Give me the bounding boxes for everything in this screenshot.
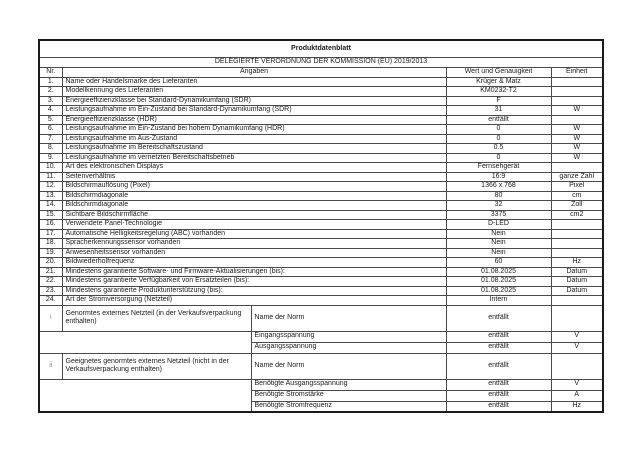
header-angaben: Angaben bbox=[62, 67, 446, 77]
row-wert: 80 bbox=[446, 191, 551, 201]
table-row bbox=[39, 277, 603, 287]
row-einheit: W bbox=[551, 144, 603, 154]
subrow-einheit: V bbox=[551, 379, 603, 390]
row-wert: 1366 x 768 bbox=[446, 182, 551, 192]
row-number: 1. bbox=[39, 77, 62, 87]
row-angaben: Anwesenheitssensor vorhanden bbox=[62, 248, 446, 258]
row-angaben: Modellkennung des Lieferanten bbox=[62, 87, 446, 97]
row-einheit bbox=[551, 220, 603, 230]
row-angaben: Spracherkennungssensor vorhanden bbox=[62, 239, 446, 249]
row-number: 7. bbox=[39, 134, 62, 144]
subtitle-row bbox=[39, 57, 603, 67]
section-ii-label: Geeignetes genormtes externes Netzteil (nicht in der Verkaufsverpackung enthalten) bbox=[62, 353, 251, 379]
table-row bbox=[39, 239, 603, 249]
subrow-einheit: V bbox=[551, 331, 603, 342]
row-wert: 0.5 bbox=[446, 144, 551, 154]
section-ii-number: ii bbox=[39, 353, 62, 379]
row-einheit bbox=[551, 229, 603, 239]
row-angaben: Verwendete Panel-Technologie bbox=[62, 220, 446, 230]
table-row bbox=[39, 286, 603, 296]
row-number: 4. bbox=[39, 106, 62, 116]
row-wert: Fernsehgerät bbox=[446, 163, 551, 173]
product-datasheet-table bbox=[38, 39, 604, 413]
row-einheit: Datum bbox=[551, 267, 603, 277]
row-number: 13. bbox=[39, 191, 62, 201]
row-einheit bbox=[551, 239, 603, 249]
row-number: 17. bbox=[39, 229, 62, 239]
subrow-angaben: Eingangsspannung bbox=[251, 331, 446, 342]
section-i-label: Genormtes externes Netzteil (in der Verkaufsverpackung enthalten) bbox=[62, 305, 251, 331]
table-row bbox=[39, 96, 603, 106]
section-i-norm-wert: entfällt bbox=[446, 305, 551, 331]
section-ii-norm-einheit bbox=[551, 353, 603, 379]
row-wert: Nein bbox=[446, 239, 551, 249]
column-header-row bbox=[39, 67, 603, 77]
row-einheit: Pixel bbox=[551, 182, 603, 192]
row-wert: D-LED bbox=[446, 220, 551, 230]
table-row bbox=[39, 153, 603, 163]
table-row bbox=[39, 267, 603, 277]
row-einheit bbox=[551, 163, 603, 173]
row-einheit: cm2 bbox=[551, 210, 603, 220]
table-row bbox=[39, 163, 603, 173]
table-row bbox=[39, 220, 603, 230]
row-angaben: Mindestens garantierte Software- und Firmware-Aktualisierungen (bis): bbox=[62, 267, 446, 277]
row-angaben: Sichtbare Bildschirmfläche bbox=[62, 210, 446, 220]
row-einheit bbox=[551, 296, 603, 306]
row-wert: 0 bbox=[446, 125, 551, 135]
row-angaben: Mindestens garantierte Verfügbarkeit von Ersatzteilen (bis): bbox=[62, 277, 446, 287]
section-i-norm-einheit bbox=[551, 305, 603, 331]
row-angaben: Leistungsaufnahme im Ein-Zustand bei Standard-Dynamikumfang (SDR) bbox=[62, 106, 446, 116]
section-external-psu-suitable bbox=[39, 353, 603, 412]
row-angaben: Leistungsaufnahme im Bereitschaftszustand bbox=[62, 144, 446, 154]
row-einheit bbox=[551, 115, 603, 125]
row-wert: F bbox=[446, 96, 551, 106]
row-einheit bbox=[551, 96, 603, 106]
row-angaben: Bildwiederholfrequenz bbox=[62, 258, 446, 268]
row-wert: 3375 bbox=[446, 210, 551, 220]
row-number: 11. bbox=[39, 172, 62, 182]
row-angaben: Bildschirmdiagonale bbox=[62, 191, 446, 201]
row-wert: Krüger & Matz bbox=[446, 77, 551, 87]
section-ii-norm-wert: entfällt bbox=[446, 353, 551, 379]
row-angaben: Leistungsaufnahme im vernetzten Bereitschaftsbetrieb bbox=[62, 153, 446, 163]
row-number: 9. bbox=[39, 153, 62, 163]
row-number: 24. bbox=[39, 296, 62, 306]
row-number: 12. bbox=[39, 182, 62, 192]
row-einheit: Hz bbox=[551, 258, 603, 268]
title-row bbox=[39, 40, 603, 57]
row-wert: 01.08.2025 bbox=[446, 267, 551, 277]
section-ii-norm-label: Name der Norm bbox=[251, 353, 446, 379]
header-einheit: Einheit bbox=[551, 67, 603, 77]
subrow-einheit: Hz bbox=[551, 401, 603, 412]
subrow-angaben: Benötigte Ausgangsspannung bbox=[251, 379, 446, 390]
row-einheit bbox=[551, 77, 603, 87]
row-einheit: cm bbox=[551, 191, 603, 201]
row-number: 2. bbox=[39, 87, 62, 97]
section-ii-subrow bbox=[39, 379, 603, 390]
table-row bbox=[39, 248, 603, 258]
row-wert: Nein bbox=[446, 229, 551, 239]
row-angaben: Bildschirmauflösung (Pixel) bbox=[62, 182, 446, 192]
row-angaben: Art der Stromversorgung (Netzteil) bbox=[62, 296, 446, 306]
subrow-wert: entfällt bbox=[446, 401, 551, 412]
row-einheit: W bbox=[551, 153, 603, 163]
subrow-angaben: Benötigte Stromstärke bbox=[251, 390, 446, 401]
row-number: 15. bbox=[39, 210, 62, 220]
row-angaben: Mindestens garantierte Produktunterstützung (bis): bbox=[62, 286, 446, 296]
row-wert: 32 bbox=[446, 201, 551, 211]
subrow-wert: entfällt bbox=[446, 390, 551, 401]
table-row bbox=[39, 125, 603, 135]
subrow-angaben: Ausgangsspannung bbox=[251, 342, 446, 353]
main-rows bbox=[39, 77, 603, 305]
row-number: 18. bbox=[39, 239, 62, 249]
row-number: 5. bbox=[39, 115, 62, 125]
row-einheit: Zoll bbox=[551, 201, 603, 211]
section-external-psu-included bbox=[39, 305, 603, 353]
row-angaben: Leistungsaufnahme im Aus-Zustand bbox=[62, 134, 446, 144]
row-wert: Intern bbox=[446, 296, 551, 306]
row-angaben: Energieeffizienzklasse (HDR) bbox=[62, 115, 446, 125]
subrow-einheit: V bbox=[551, 342, 603, 353]
section-ii-blank-cell bbox=[39, 379, 251, 412]
row-number: 19. bbox=[39, 248, 62, 258]
table-row bbox=[39, 191, 603, 201]
row-number: 16. bbox=[39, 220, 62, 230]
row-number: 6. bbox=[39, 125, 62, 135]
section-i-subrow bbox=[39, 331, 603, 342]
section-ii-header-row bbox=[39, 353, 603, 379]
row-angaben: Seitenverhältnis bbox=[62, 172, 446, 182]
page-subtitle: DELEGIERTE VERORDNUNG DER KOMMISSION (EU) 2019/2013 bbox=[39, 57, 603, 67]
table-row bbox=[39, 172, 603, 182]
page-title: Produktdatenblatt bbox=[39, 40, 603, 57]
row-wert: 60 bbox=[446, 258, 551, 268]
section-i-header-row bbox=[39, 305, 603, 331]
row-number: 14. bbox=[39, 201, 62, 211]
row-wert: 31 bbox=[446, 106, 551, 116]
row-angaben: Art des elektronischen Displays bbox=[62, 163, 446, 173]
table-row bbox=[39, 296, 603, 306]
row-einheit bbox=[551, 248, 603, 258]
row-einheit: Datum bbox=[551, 277, 603, 287]
title-block bbox=[39, 40, 603, 77]
section-i-norm-label: Name der Norm bbox=[251, 305, 446, 331]
table-row bbox=[39, 258, 603, 268]
row-einheit: Datum bbox=[551, 286, 603, 296]
row-number: 8. bbox=[39, 144, 62, 154]
subrow-wert: entfällt bbox=[446, 379, 551, 390]
row-number: 10. bbox=[39, 163, 62, 173]
table-row bbox=[39, 182, 603, 192]
row-number: 3. bbox=[39, 96, 62, 106]
row-angaben: Name oder Handelsmarke des Lieferanten bbox=[62, 77, 446, 87]
table-row bbox=[39, 144, 603, 154]
section-i-number: i bbox=[39, 305, 62, 331]
table-row bbox=[39, 77, 603, 87]
row-einheit: W bbox=[551, 134, 603, 144]
row-angaben: Bildschirmdiagonale bbox=[62, 201, 446, 211]
subrow-angaben: Benötigte Stromfrequenz bbox=[251, 401, 446, 412]
row-number: 20. bbox=[39, 258, 62, 268]
table-row bbox=[39, 87, 603, 97]
row-einheit: ganze Zahl bbox=[551, 172, 603, 182]
header-wert: Wert und Genauigkeit bbox=[446, 67, 551, 77]
table-row bbox=[39, 210, 603, 220]
section-i-blank-cell bbox=[39, 331, 251, 353]
row-wert: 01.08.2025 bbox=[446, 286, 551, 296]
row-einheit: W bbox=[551, 106, 603, 116]
table-row bbox=[39, 229, 603, 239]
row-angaben: Leistungsaufnahme im Ein-Zustand bei hohem Dynamikumfang (HDR) bbox=[62, 125, 446, 135]
table-row bbox=[39, 115, 603, 125]
row-number: 23. bbox=[39, 286, 62, 296]
row-wert: 16:9 bbox=[446, 172, 551, 182]
row-angaben: Energieeffizienzklasse bei Standard-Dynamikumfang (SDR) bbox=[62, 96, 446, 106]
row-angaben: Automatische Helligkeitsregelung (ABC) vorhanden bbox=[62, 229, 446, 239]
subrow-einheit: A bbox=[551, 390, 603, 401]
subrow-wert: entfällt bbox=[446, 342, 551, 353]
row-wert: entfällt bbox=[446, 115, 551, 125]
row-number: 21. bbox=[39, 267, 62, 277]
row-wert: Nein bbox=[446, 248, 551, 258]
row-number: 22. bbox=[39, 277, 62, 287]
row-wert: KM0232-T2 bbox=[446, 87, 551, 97]
subrow-wert: entfällt bbox=[446, 331, 551, 342]
table-row bbox=[39, 201, 603, 211]
row-wert: 0 bbox=[446, 153, 551, 163]
header-nr: Nr. bbox=[39, 67, 62, 77]
row-einheit: W bbox=[551, 125, 603, 135]
row-einheit bbox=[551, 87, 603, 97]
table-row bbox=[39, 134, 603, 144]
row-wert: 0 bbox=[446, 134, 551, 144]
table-row bbox=[39, 106, 603, 116]
row-wert: 01.08.2025 bbox=[446, 277, 551, 287]
